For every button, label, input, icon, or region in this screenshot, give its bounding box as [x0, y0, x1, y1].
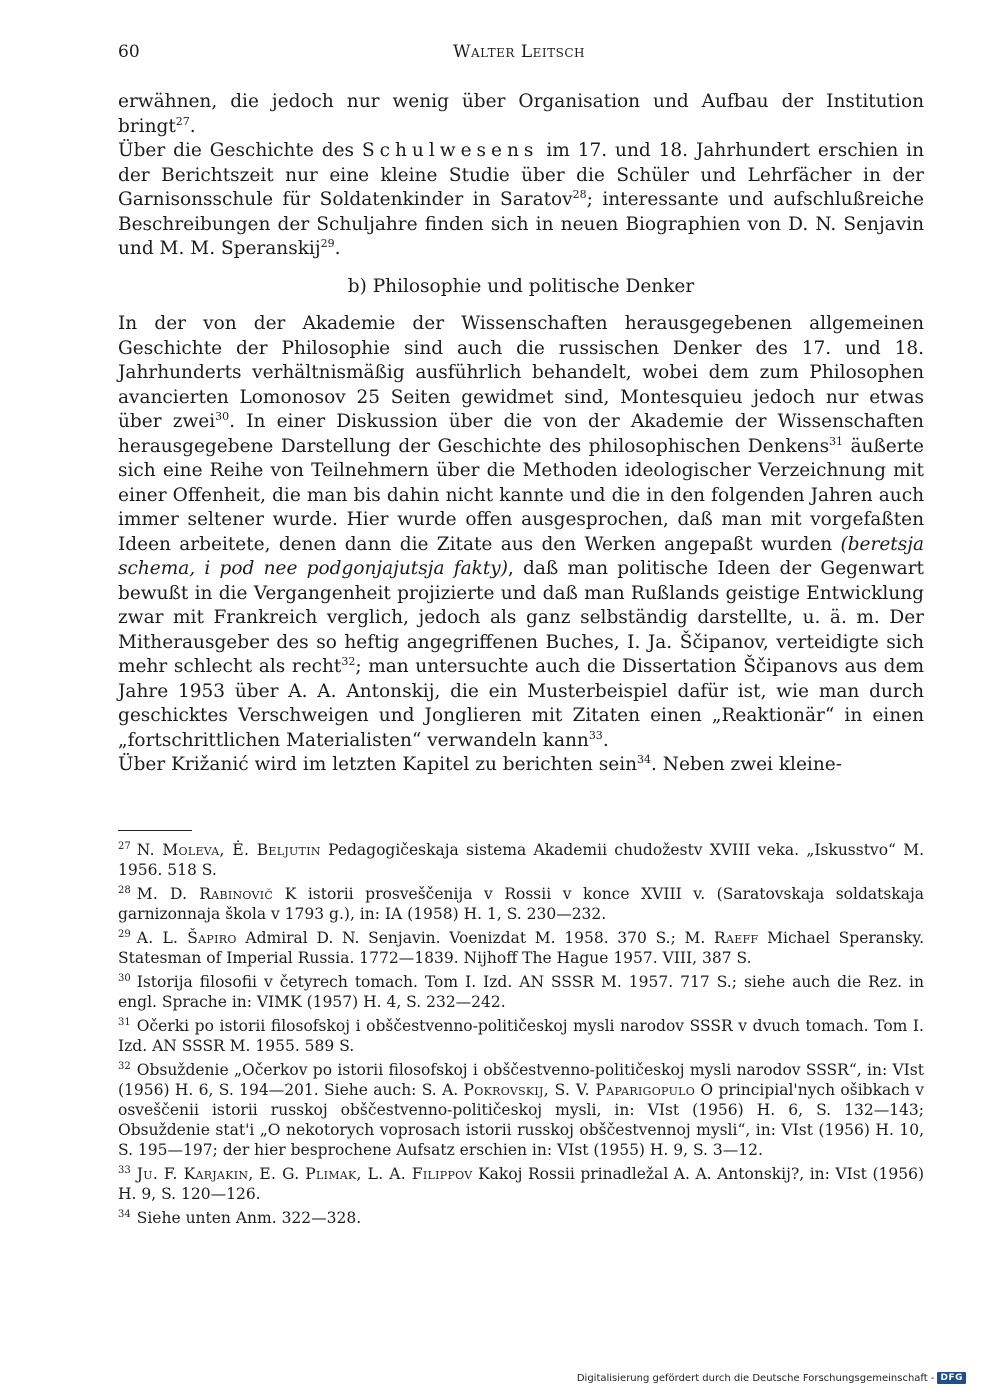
footnote-ref-33: 33: [588, 728, 603, 742]
paragraph-1: [118, 90, 924, 139]
footnote-text: Kakoj Rossii prinadležal A. A. Antonskij?, in: VIst (1956) H. 9, S. 120—126.: [118, 1165, 924, 1203]
italic-quote: (beretsja schema, i pod nee podgonjajutsja fakty): [118, 533, 924, 579]
footnote-authors-2: Raeff: [714, 929, 759, 947]
footnote-divider: [118, 830, 192, 831]
footnote-ref-31: 31: [829, 434, 844, 448]
paragraph-4-text-a: Über Križanić wird im letzten Kapitel zu berichten sein: [118, 754, 638, 775]
footnote-28: [118, 884, 924, 924]
footnote-number: 33: [118, 1164, 131, 1176]
footnote-ref-28: 28: [572, 187, 587, 201]
footnotes: [118, 840, 924, 1232]
paragraph-4-text-b: . Neben zwei kleine-: [651, 754, 842, 775]
footnote-text: Siehe unten Anm. 322—328.: [136, 1209, 362, 1227]
running-title: Walter Leitsch: [453, 42, 585, 62]
paragraph-3-text-b: . In einer Diskussion über die von der Akademie der Wissenschaften herausgegebene Darstellung der Geschichte des philosophischen Denkens: [118, 411, 924, 457]
body-text: [118, 90, 924, 778]
paragraph-2-text-c: ; interessante und aufschlußreiche Beschreibungen der Schuljahre finden sich in neuen Biographien von D. N. Senjavin und M. M. Speranskij: [118, 189, 924, 259]
footnote-30: [118, 972, 924, 1012]
footnote-33: [118, 1164, 924, 1204]
emphasis-schulwesens: Schulwesens: [361, 140, 539, 161]
paragraph-1-text: erwähnen, die jedoch nur wenig über Organisation und Aufbau der Institution bringt: [118, 91, 924, 137]
footnote-ref-27: 27: [175, 114, 190, 128]
paragraph-1-end: .: [189, 115, 196, 137]
paragraph-3: [118, 312, 924, 753]
footnote-number: 27: [118, 840, 131, 852]
footnote-number: 28: [118, 884, 131, 896]
paragraph-3-text-a: In der von der Akademie der Wissenschaften herausgegebenen allgemeinen Geschichte der Philosophie sind auch die russischen Denker des 17. und 18. Jahrhunderts verhältnismäßig ausführlich behandelt, wobei dem zum Philosophen avancierten Lomonosov 25 Seiten gewidmet sind, Montesquieu jedoch nur etwas über zwei: [118, 313, 924, 432]
footnote-text: Obsuždenie „Očerkov po istorii filosofskoj i obščestvenno-političeskoj mysli narodov SSSR“, in: VIst (1956) H. 6, S. 194—201. Siehe auch: S. A.: [118, 1061, 924, 1099]
digitization-credit: [577, 1372, 966, 1384]
footnote-number: 32: [118, 1060, 131, 1072]
footnote-number: 30: [118, 972, 131, 984]
footnote-34: [118, 1208, 924, 1228]
footnote-number: 31: [118, 1016, 131, 1028]
dfg-logo-icon: DFG: [937, 1372, 966, 1384]
footnote-text: Admiral D. N. Senjavin. Voenizdat M. 1958. 370 S.; M.: [236, 929, 714, 947]
running-head: [118, 42, 924, 66]
footnote-authors: Ju. F. Karjakin, E. G. Plimak, L. A. Filippov: [136, 1165, 473, 1183]
footnote-ref-29: 29: [320, 236, 335, 250]
footnote-27: [118, 840, 924, 880]
footnote-authors: M. D. Rabinovič: [136, 885, 274, 903]
footnote-text: Pedagogičeskaja sistema Akademii chudožestv XVIII veka. „Iskusstvo“ M. 1956. 518 S.: [118, 841, 924, 879]
footnote-authors-2: Pokrovskij, S. V. Paparigopulo: [463, 1081, 696, 1099]
footnote-text: Istorija filosofii v četyrech tomach. Tom I. Izd. AN SSSR M. 1957. 717 S.; siehe auch die Rez. in engl. Sprache in: VIMK (1957) H. 4, S. 232—242.: [118, 973, 924, 1011]
paragraph-2: [118, 139, 924, 262]
paragraph-3-end: .: [602, 729, 609, 751]
paragraph-4: [118, 753, 924, 778]
footnote-text-2: Michael Speransky. Statesman of Imperial Russia. 1772—1839. Nijhoff The Hague 1957. VIII, 387 S.: [118, 929, 924, 967]
footnote-authors: N. Moleva, Ė. Beljutin: [136, 841, 321, 859]
section-heading: b) Philosophie und politische Denker: [347, 275, 695, 297]
footnote-authors: A. L. Šapiro: [136, 929, 237, 947]
paragraph-2-end: .: [334, 238, 341, 259]
page-number: 60: [118, 42, 140, 62]
footnote-text-2: O principial'nych ošibkach v osveščenii istorii russkoj obščestvenno-političeskoj mysli, in: VIst (1956) H. 6, S. 132—143; Obsuždenie stat'i „O nekotorych voprosach istorii russkoj obščestvennoj mysli“, in: VIst (1956) H. 10, S. 195—197; der hier besprochene Aufsatz erschien in: VIst (1955) H. 9, S. 3—12.: [118, 1081, 924, 1159]
footnote-ref-30: 30: [215, 409, 230, 423]
footnote-29: [118, 928, 924, 968]
footnote-number: 34: [118, 1208, 131, 1220]
footnote-31: [118, 1016, 924, 1056]
paragraph-3-text-c: äußerte sich eine Reihe von Teilnehmern über die Methoden ideologischer Verzeichnung mit einer Offenheit, die man bis dahin nicht kannte und die in den folgenden Jahren auch immer seltener wurde. Hier wurde offen ausgesprochen, daß man mit vorgefaßten Ideen arbeitete, denen dann die Zitate aus den Werken angepaßt wurden: [118, 435, 924, 555]
paragraph-3-text-d: , daß man politische Ideen der Gegenwart bewußt in die Vergangenheit projizierte und daß man Rußlands geistige Entwicklung zwar mit Frankreich verglich, jedoch als ganz selbständig darstellte, u. ä. m. Der Mitherausgeber des so heftig angegriffenen Buches, I. Ja. Ščipanov, verteidigte sich mehr schlecht als recht: [118, 558, 924, 677]
footnote-32: [118, 1060, 924, 1160]
footnote-text: Očerki po istorii filosofskoj i obščestvenno-političeskoj mysli narodov SSSR v dvuch tomach. Tom I. Izd. AN SSSR M. 1955. 589 S.: [118, 1017, 924, 1055]
paragraph-2-text-a: Über die Geschichte des: [118, 140, 362, 161]
paragraph-3-text-e: ; man untersuchte auch die Dissertation Ščipanovs aus dem Jahre 1953 über A. A. Antonskij, die ein Musterbeispiel dafür ist, wie man durch geschicktes Verschweigen und Jonglieren mit Zitaten einen „Reaktionär“ in einen „fortschrittlichen Materialisten“ verwandeln kann: [118, 656, 924, 751]
footnote-ref-34: 34: [637, 752, 652, 766]
footnote-number: 29: [118, 928, 131, 940]
page: [118, 0, 924, 1392]
credit-text: Digitalisierung gefördert durch die Deutsche Forschungsgemeinschaft -: [576, 1372, 935, 1384]
footnote-ref-32: 32: [341, 654, 356, 668]
footnote-text: K istorii prosveščenija v Rossii v konce XVIII v. (Saratovskaja soldatskaja garnizonnaja škola v 1793 g.), in: IA (1958) H. 1, S. 230—232.: [118, 885, 924, 923]
paragraph-2-text-b: im 17. und 18. Jahrhundert erschien in der Berichtszeit nur eine kleine Studie über die Schüler und Lehrfächer in der Garnisonsschule für Soldatenkinder in Saratov: [118, 140, 925, 210]
